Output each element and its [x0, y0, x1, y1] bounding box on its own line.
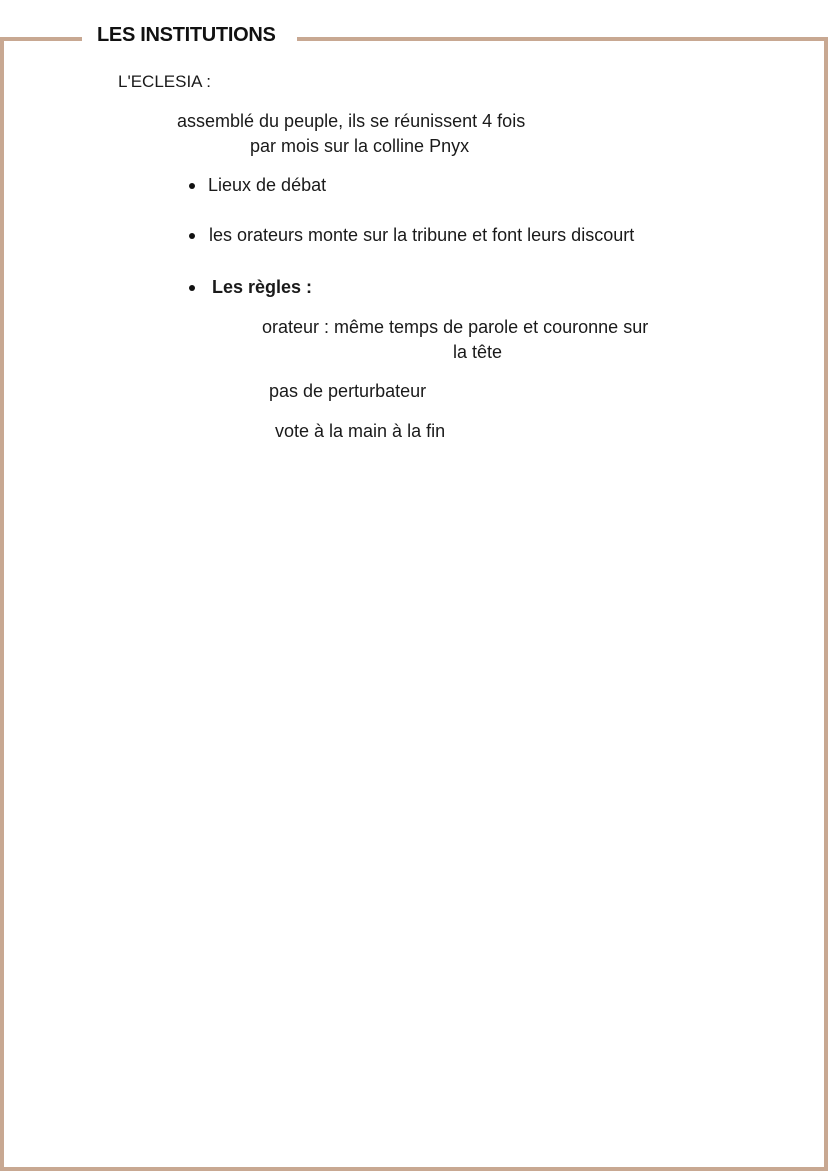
frame-top-left-segment	[0, 37, 82, 41]
section-title: LES INSTITUTIONS	[97, 24, 276, 46]
rule-no-disruptor: pas de perturbateur	[269, 381, 427, 401]
intro-line-2: par mois sur la colline Pnyx	[250, 136, 470, 156]
bullet-item-orators: les orateurs monte sur la tribune et font leurs discourt	[209, 225, 635, 245]
rule-speaker-line-2: la tête	[453, 342, 503, 362]
page-frame	[0, 37, 828, 1171]
rule-speaker-line-1: orateur : même temps de parole et couronne sur	[262, 317, 649, 337]
bullet-dot	[189, 183, 195, 189]
bullet-dot	[189, 233, 195, 239]
bullet-dot	[189, 285, 195, 291]
bullet-item-debate: Lieux de débat	[208, 175, 327, 195]
frame-top-right-segment	[297, 37, 828, 41]
intro-line-1: assemblé du peuple, ils se réunissent 4 fois	[177, 111, 526, 131]
rule-hand-vote: vote à la main à la fin	[275, 421, 446, 441]
bullet-item-rules: Les règles :	[212, 277, 313, 297]
section-subtitle: L'ECLESIA :	[118, 72, 212, 91]
